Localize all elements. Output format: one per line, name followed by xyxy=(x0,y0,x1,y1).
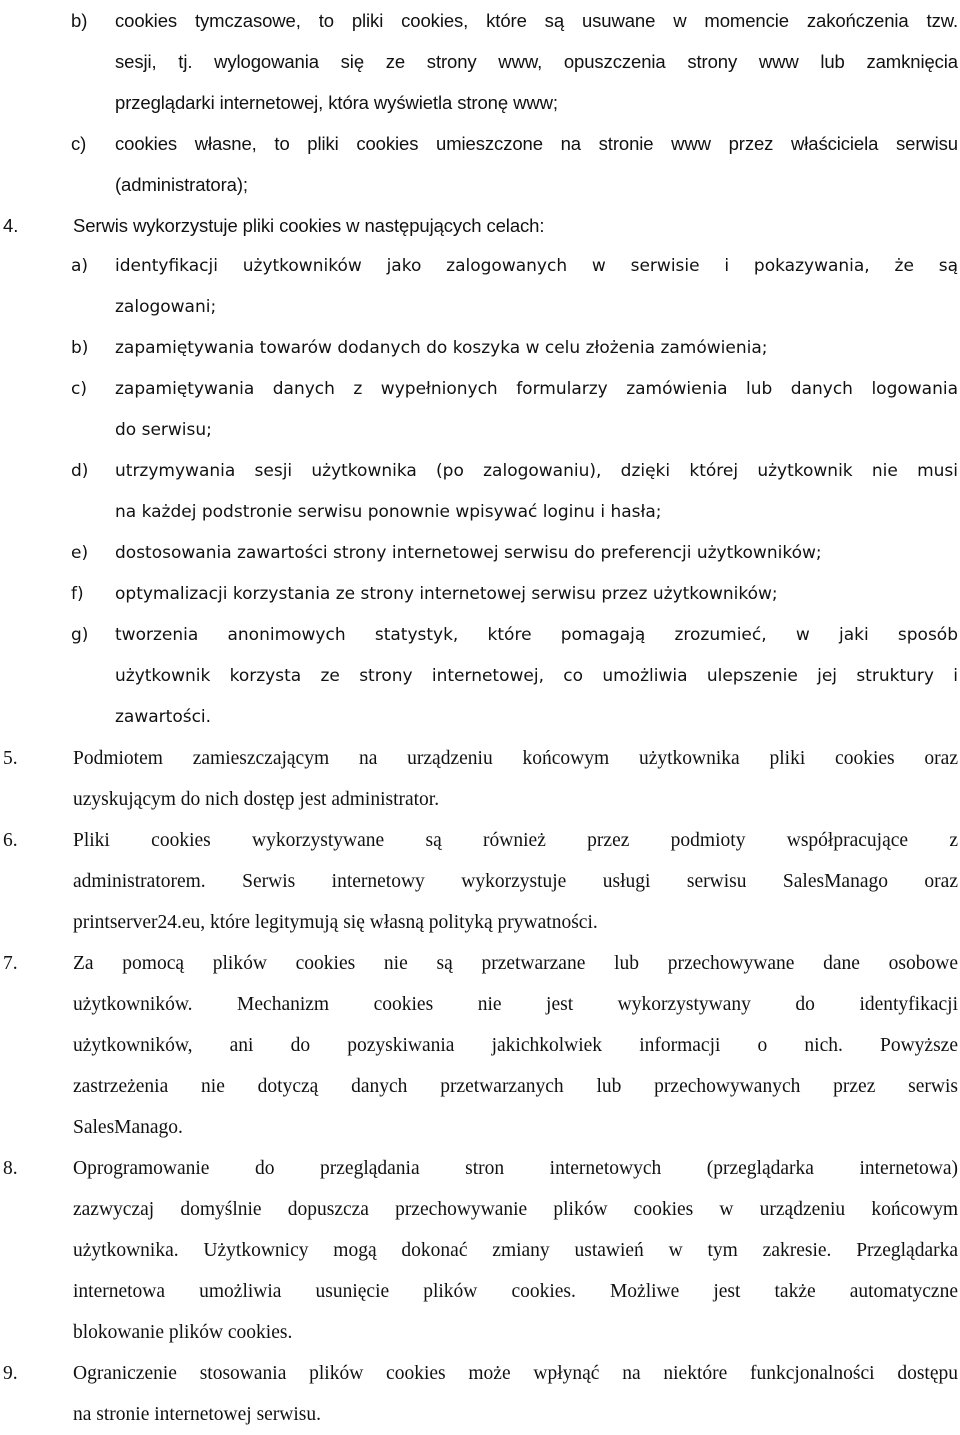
item-label: b) xyxy=(71,338,89,358)
text-line: zapamiętywania danych z wypełnionych formularzy zamówienia lub danych logowania xyxy=(115,379,958,399)
item-label: e) xyxy=(71,543,89,563)
sub-item xyxy=(71,574,958,615)
text-line: na każdej podstronie serwisu ponownie wpisywać loginu i hasła; xyxy=(115,502,662,522)
text-line: do serwisu; xyxy=(115,420,212,440)
sub-item xyxy=(71,246,958,328)
text-line: Ograniczenie stosowania plików cookies może wpłynąć na niektóre funkcjonalności dostępu xyxy=(73,1363,958,1384)
sub-item xyxy=(71,369,958,451)
item-label: g) xyxy=(71,625,89,645)
text-line: SalesManago. xyxy=(73,1117,183,1138)
sub-item xyxy=(71,533,958,574)
text-line: zalogowani; xyxy=(115,297,217,317)
text-line: utrzymywania sesji użytkownika (po zalogowaniu), dzięki której użytkownik nie musi xyxy=(115,461,958,481)
text-line: internetowa umożliwia usunięcie plików cookies. Możliwe jest także automatyczne xyxy=(73,1281,958,1302)
numbered-item xyxy=(3,205,958,246)
text-line: administratorem. Serwis internetowy wykorzystuje usługi serwisu SalesManago oraz xyxy=(73,871,958,892)
text-line: użytkownika. Użytkownicy mogą dokonać zmiany ustawień w tym zakresie. Przeglądarka xyxy=(73,1240,958,1261)
item-label: 8. xyxy=(3,1158,18,1179)
text-line: użytkowników. Mechanizm cookies nie jest wykorzystywany do identyfikacji xyxy=(73,994,958,1015)
text-line: zapamiętywania towarów dodanych do koszyka w celu złożenia zamówienia; xyxy=(115,338,768,358)
text-line: printserver24.eu, które legitymują się własną polityką prywatności. xyxy=(73,912,598,933)
sub-item xyxy=(71,615,958,738)
text-line: dostosowania zawartości strony internetowej serwisu do preferencji użytkowników; xyxy=(115,543,822,563)
text-line: zawartości. xyxy=(115,707,212,727)
text-line: optymalizacji korzystania ze strony internetowej serwisu przez użytkowników; xyxy=(115,584,778,604)
item-label: 4. xyxy=(3,215,19,236)
text-line: przeglądarki internetowej, która wyświetla stronę www; xyxy=(115,92,558,113)
item-label: f) xyxy=(71,584,84,604)
item-label: b) xyxy=(71,10,88,31)
numbered-item xyxy=(3,1148,958,1353)
numbered-item xyxy=(3,820,958,943)
text-line: Serwis wykorzystuje pliki cookies w następujących celach: xyxy=(73,215,545,236)
item-label: c) xyxy=(71,379,87,399)
item-label: c) xyxy=(71,133,87,154)
text-line: tworzenia anonimowych statystyk, które pomagają zrozumieć, w jaki sposób xyxy=(115,625,958,645)
text-line: Podmiotem zamieszczającym na urządzeniu końcowym użytkownika pliki cookies oraz xyxy=(73,748,958,769)
item-label: 7. xyxy=(3,953,18,974)
numbered-item xyxy=(3,1353,958,1435)
text-line: na stronie internetowej serwisu. xyxy=(73,1404,322,1425)
sub-item xyxy=(71,123,958,205)
item-label: d) xyxy=(71,461,89,481)
text-line: uzyskującym do nich dostęp jest administrator. xyxy=(73,789,440,810)
text-line: Pliki cookies wykorzystywane są również przez podmioty współpracujące z xyxy=(73,830,958,851)
numbered-item xyxy=(3,943,958,1148)
item-label: 5. xyxy=(3,748,18,769)
sub-item xyxy=(71,0,958,123)
text-line: blokowanie plików cookies. xyxy=(73,1322,293,1343)
text-line: identyfikacji użytkowników jako zalogowanych w serwisie i pokazywania, że są xyxy=(115,256,958,276)
text-line: zastrzeżenia nie dotyczą danych przetwarzanych lub przechowywanych przez serwis xyxy=(73,1076,958,1097)
text-line: użytkownik korzysta ze strony internetowej, co umożliwia ulepszenie jej struktury i xyxy=(115,666,958,686)
numbered-item xyxy=(3,738,958,820)
text-line: Za pomocą plików cookies nie są przetwarzane lub przechowywane dane osobowe xyxy=(73,953,958,974)
text-line: (administratora); xyxy=(115,174,248,195)
item-label: 9. xyxy=(3,1363,18,1384)
text-line: użytkowników, ani do pozyskiwania jakichkolwiek informacji o nich. Powyższe xyxy=(73,1035,958,1056)
text-line: zazwyczaj domyślnie dopuszcza przechowywanie plików cookies w urządzeniu końcowym xyxy=(73,1199,958,1220)
text-line: cookies własne, to pliki cookies umieszczone na stronie www przez właściciela serwisu xyxy=(115,133,958,154)
item-label: 6. xyxy=(3,830,18,851)
text-line: sesji, tj. wylogowania się ze strony www, opuszczenia strony www lub zamknięcia xyxy=(115,51,958,72)
text-line: cookies tymczasowe, to pliki cookies, które są usuwane w momencie zakończenia tzw. xyxy=(115,10,958,31)
text-line: Oprogramowanie do przeglądania stron internetowych (przeglądarka internetowa) xyxy=(73,1158,958,1179)
sub-item xyxy=(71,451,958,533)
sub-item xyxy=(71,328,958,369)
item-label: a) xyxy=(71,256,89,276)
